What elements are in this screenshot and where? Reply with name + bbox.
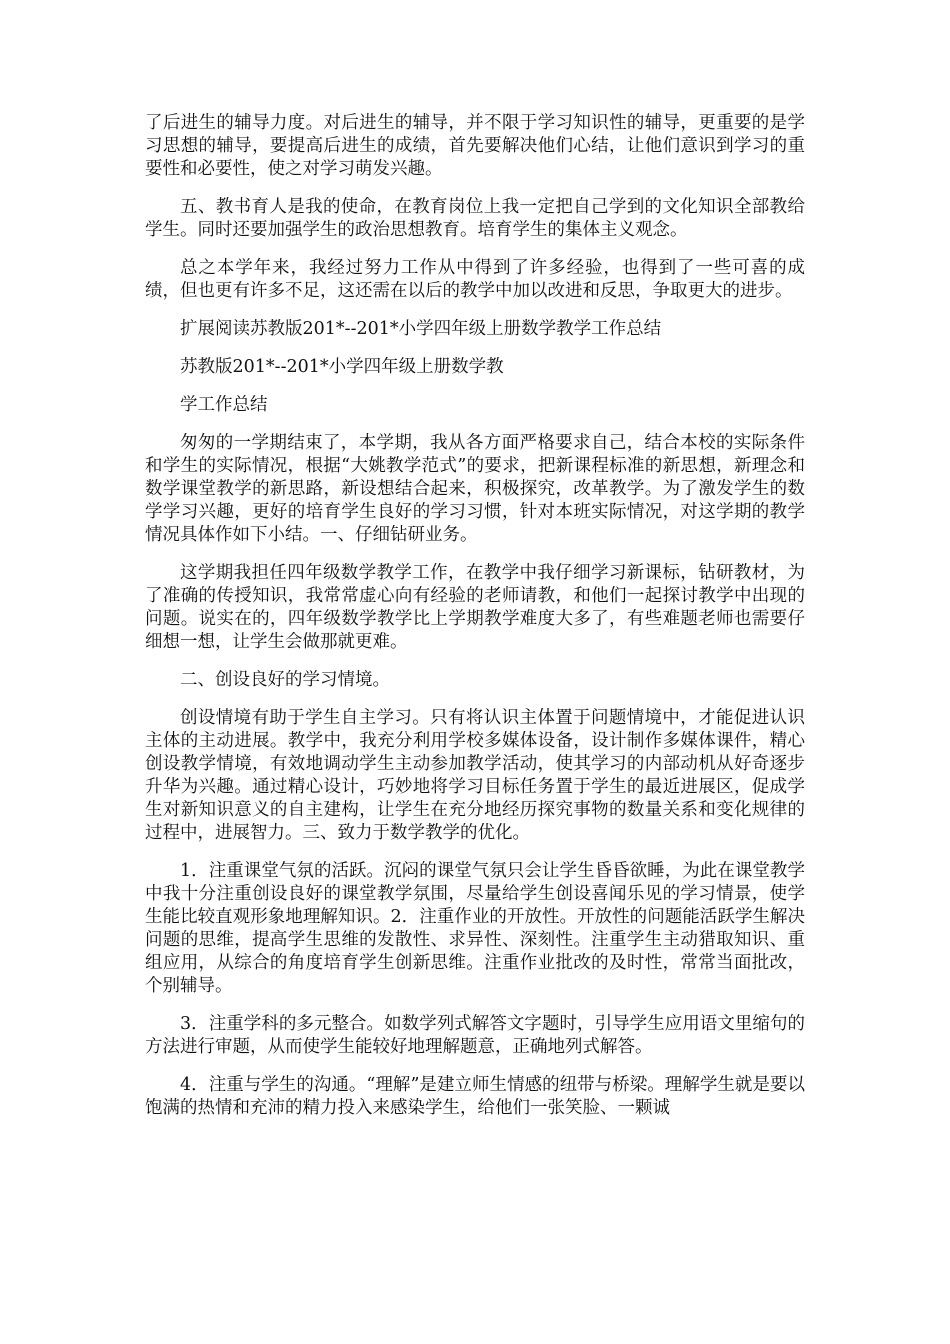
- paragraph-1: 了后进生的辅导力度。对后进生的辅导，并不限于学习知识性的辅导，更重要的是学习思想的辅导，要提高后进生的成绩，首先要解决他们心结，让他们意识到学习的重要性和必要性，使之对学习萌发兴趣。: [145, 113, 805, 179]
- document-title-line-2: 学工作总结: [180, 395, 268, 415]
- paragraph-8: 这学期我担任四年级数学教学工作，在教学中我仔细学习新课标，钻研教材，为了准确的传授知识，我常常虚心向有经验的老师请教，和他们一起探讨教学中出现的问题。说实在的，四年级数学教学比上学期教学难度大多了，有些难题老师也需要仔细想一想，让学生会做那就更难。: [145, 563, 805, 652]
- paragraph-11: 1．注重课堂气氛的活跃。沉闷的课堂气氛只会让学生昏昏欲睡，为此在课堂教学中我十分注重创设良好的课堂教学氛围，尽量给学生创设喜闻乐见的学习情景，使学生能比较直观形象地理解知识。2．注重作业的开放性。开放性的问题能活跃学生解决问题的思维，提高学生思维的发散性、求异性、深刻性。注重学生主动猎取知识、重组应用，从综合的角度培育学生创新思维。注重作业批改的及时性，常常当面批改，个别辅导。: [145, 861, 805, 996]
- document-body: [145, 112, 805, 1135]
- section-heading-2: 二、创设良好的学习情境。: [180, 670, 390, 690]
- paragraph-10: 创设情境有助于学生自主学习。只有将认识主体置于问题情境中，才能促进认识主体的主动进展。教学中，我充分利用学校多媒体设备，设计制作多媒体课件，精心创设教学情境，有效地调动学生主动参加教学活动，使其学习的内部动机从好奇逐步升华为兴趣。通过精心设计，巧妙地将学习目标任务置于学生的最近进展区，促成学生对新知识意义的自主建构，让学生在充分地经历探究事物的数量关系和变化规律的过程中，进展智力。三、致力于数学教学的优化。: [145, 708, 805, 843]
- paragraph-7: 匆匆的一学期结束了，本学期，我从各方面严格要求自己，结合本校的实际条件和学生的实际情况，根据“大姚教学范式”的要求，把新课程标准的新思想，新理念和数学课堂教学的新思路，新设想结合起来，积极探究，改革教学。为了激发学生的数学学习兴趣，更好的培育学生良好的学习习惯，针对本班实际情况，对这学期的教学情况具体作如下小结。一、仔细钻研业务。: [145, 433, 805, 545]
- paragraph-13: 4．注重与学生的沟通。“理解”是建立师生情感的纽带与桥梁。理解学生就是要以饱满的热情和充沛的精力投入来感染学生，给他们一张笑脸、一颗诚: [145, 1075, 805, 1118]
- paragraph-3: 总之本学年来，我经过努力工作从中得到了许多经验，也得到了一些可喜的成绩，但也更有许多不足，这还需在以后的教学中加以改进和反思，争取更大的进步。: [145, 258, 805, 301]
- paragraph-12: 3．注重学科的多元整合。如数学列式解答文字题时，引导学生应用语文里缩句的方法进行审题，从而使学生能较好地理解题意，正确地列式解答。: [145, 1014, 805, 1057]
- document-title-line-1: 苏教版201*--201*小学四年级上册数学教: [180, 357, 504, 377]
- extended-reading-heading: 扩展阅读苏教版201*--201*小学四年级上册数学教学工作总结: [180, 319, 662, 339]
- paragraph-2: 五、教书育人是我的使命，在教育岗位上我一定把自己学到的文化知识全部教给学生。同时还要加强学生的政治思想教育。培育学生的集体主义观念。: [145, 197, 805, 240]
